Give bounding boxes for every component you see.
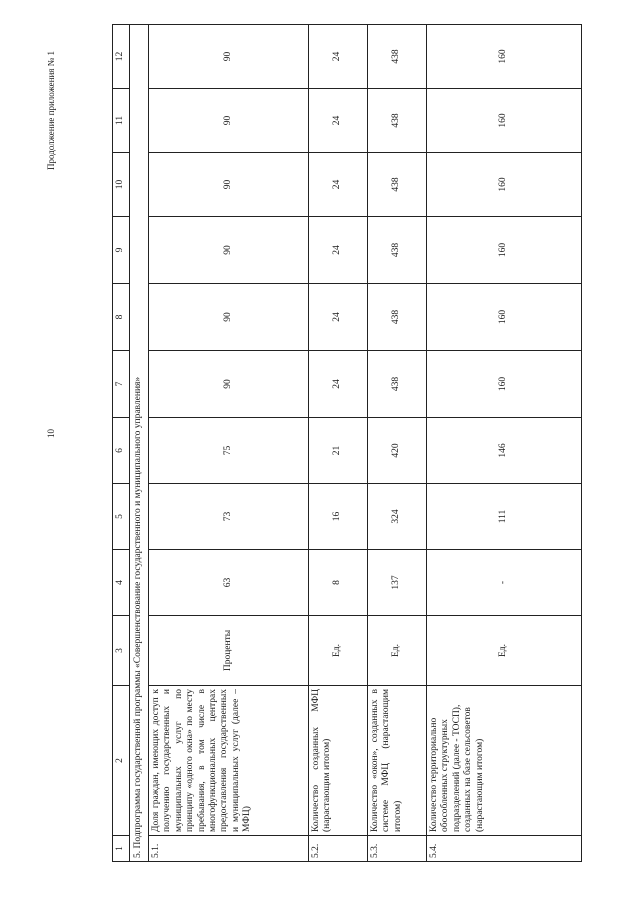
value-cell: 24 (309, 89, 368, 153)
header-cell: 4 (113, 550, 130, 616)
value-cell: 21 (309, 418, 368, 484)
section-row (130, 25, 149, 862)
value-cell: 438 (368, 351, 427, 418)
header-cell: 6 (113, 418, 130, 484)
header-cell: 12 (113, 25, 130, 89)
value-cell: 75 (149, 418, 309, 484)
table-row (309, 25, 368, 862)
value-cell: 438 (368, 89, 427, 153)
value-cell: 146 (427, 418, 582, 484)
header-cell: 1 (113, 836, 130, 862)
value-cell: 24 (309, 25, 368, 89)
value-cell: 420 (368, 418, 427, 484)
indicator-name: Доля граждан, имеющих доступ к получению государственных и муниципальных услуг по принципу «одного окна» по месту пребывания, в том числе в многофункциональных центрах предоставления государственных и муниципальных услуг (далее – МФЦ) (149, 686, 309, 836)
value-cell: 438 (368, 153, 427, 217)
header-cell: 2 (113, 686, 130, 836)
value-cell: 324 (368, 484, 427, 550)
header-cell: 9 (113, 217, 130, 284)
header-cell: 7 (113, 351, 130, 418)
indicators-table-container (112, 25, 612, 862)
value-cell: 63 (149, 550, 309, 616)
unit-cell: Проценты (149, 616, 309, 686)
value-cell: 8 (309, 550, 368, 616)
value-cell: 24 (309, 351, 368, 418)
header-cell: 10 (113, 153, 130, 217)
section-title: 5. Подпрограмма государственной программы «Совершенствование государственного и муниципального управления» (130, 25, 149, 862)
indicators-table (112, 24, 582, 862)
value-cell: 160 (427, 351, 582, 418)
value-cell: 160 (427, 89, 582, 153)
unit-cell: Ед. (309, 616, 368, 686)
value-cell: 160 (427, 153, 582, 217)
row-number: 5.4. (427, 836, 582, 862)
indicator-name: Количество созданных МФЦ (нарастающим итогом) (309, 686, 368, 836)
value-cell: 16 (309, 484, 368, 550)
value-cell: 24 (309, 284, 368, 351)
table-row (149, 25, 309, 862)
value-cell: 438 (368, 25, 427, 89)
value-cell: 160 (427, 217, 582, 284)
table-row (427, 25, 582, 862)
value-cell: 90 (149, 217, 309, 284)
indicator-name: Количество «окон», созданных в системе МФЦ (нарастающим итогом) (368, 686, 427, 836)
value-cell: 90 (149, 284, 309, 351)
header-cell: 8 (113, 284, 130, 351)
value-cell: 90 (149, 351, 309, 418)
value-cell: 438 (368, 284, 427, 351)
header-cell: 5 (113, 484, 130, 550)
value-cell: 90 (149, 25, 309, 89)
table-row (368, 25, 427, 862)
value-cell: 24 (309, 217, 368, 284)
row-number: 5.2. (309, 836, 368, 862)
row-number: 5.3. (368, 836, 427, 862)
value-cell: 73 (149, 484, 309, 550)
value-cell: 160 (427, 284, 582, 351)
row-number: 5.1. (149, 836, 309, 862)
unit-cell: Ед. (427, 616, 582, 686)
header-cell: 11 (113, 89, 130, 153)
value-cell: 111 (427, 484, 582, 550)
header-cell: 3 (113, 616, 130, 686)
value-cell: - (427, 550, 582, 616)
unit-cell: Ед. (368, 616, 427, 686)
header-row (113, 25, 130, 862)
value-cell: 90 (149, 153, 309, 217)
continuation-note: Продолжение приложения № 1 (46, 50, 56, 170)
page-number: 10 (46, 429, 56, 438)
value-cell: 160 (427, 25, 582, 89)
indicator-name: Количество территориально обособленных структурных подразделений (далее - ТОСП), созданных на базе сельсоветов (нарастающим итогом) (427, 686, 582, 836)
value-cell: 137 (368, 550, 427, 616)
value-cell: 90 (149, 89, 309, 153)
value-cell: 24 (309, 153, 368, 217)
value-cell: 438 (368, 217, 427, 284)
